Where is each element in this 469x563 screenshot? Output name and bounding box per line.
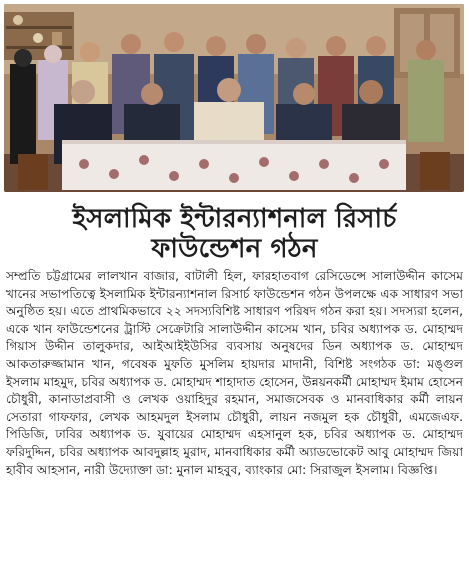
group-photo-illustration: [4, 4, 464, 192]
headline-line-2: ফাউন্ডেশন গঠন: [151, 234, 318, 264]
article-body: সম্প্রতি চট্টগ্রামের লালখান বাজার, বাটালী হিল, ফারহাতবাগ রেসিডেন্সে সালাউদ্দীন কাসেম খানের সভাপতিত্বে ইসলামিক ইন্টারন্যাশনাল রিসার্চ ফাউন্ডেশন গঠন উপলক্ষে এক সাধারণ সভা অনুষ্ঠিত হয়। এতে প্রাথমিকভাবে ২২ সদস্যবিশিষ্ট সাধারণ পরিষদ গঠন করা হয়। সদস্যরা হলেন, একে খান ফাউন্ডেশনের ট্রাস্টি সেক্রেটারি সালাউদ্দীন কাসেম খান, চবির অধ্যাপক ড. মোহাম্মদ গিয়াস উদ্দীন তালুকদার, আইআইইউসির ব্যবসায় অনুষদের ডিন অধ্যাপক ড. মোহাম্মদ আকতারুজ্জামান খান, গবেষক মুফতি মুসলিম হায়দার মাদানী, বিশিষ্ট সংগঠক ডা: মঙ্গুল ইসলাম মাহমুদ, চবির অধ্যাপক ড. মোহাম্মদ শাহাদাত হোসেন, উন্নয়নকর্মী মোহাম্মদ ইমাম হোসেন চৌধুরী, কানাডাপ্রবাসী ও লেখক ওয়াহিদুর রহমান, সমাজসেবক ও মানবাধিকার কর্মী লায়ন সেতারা গাফফার, লেখক আহমদুল ইসলাম চৌধুরী, লায়ন নজমুল হক চৌধুরী, এমজেএফ. পিডিজি, ঢাবির অধ্যাপক ড. যুবায়ের মোহাম্মদ এহসানুল হক, চবির অধ্যাপক ড. মোহাম্মদ ফরিদুদ্দিন, চবির অধ্যাপক আবদুল্লাহ মুরাদ, মানবাধিকার কর্মী অ্যাডভোকেট আবু মোহাম্মদ জিয়া হাবীব আহসান, নারী উদ্যোক্তা ডা: মুনাল মাহবুব, ব্যাংকার মো: সিরাজুল ইসলাম। বিজ্ঞপ্তি।: [6, 269, 463, 477]
group-photo: [4, 4, 464, 192]
headline-line-1: ইসলামিক ইন্টারন্যাশনাল রিসার্চ: [72, 204, 397, 234]
